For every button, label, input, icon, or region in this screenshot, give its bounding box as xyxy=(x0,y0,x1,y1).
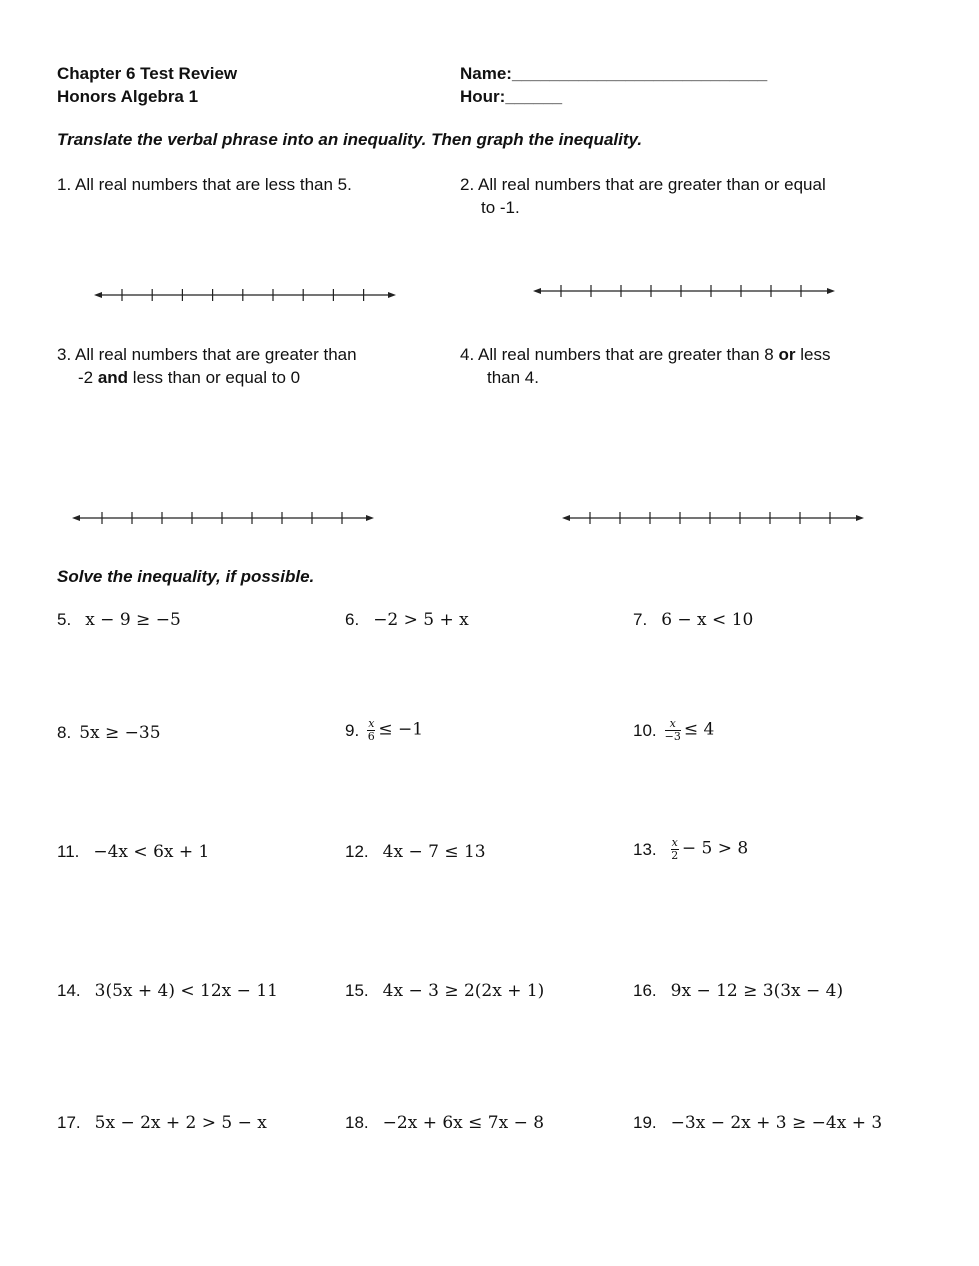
section1-instruction: Translate the verbal phrase into an inequality. Then graph the inequality. xyxy=(57,130,643,149)
problem-1 xyxy=(57,173,352,196)
problem-number: 18. xyxy=(345,1113,369,1132)
right-arrow-icon xyxy=(827,288,835,294)
problem-text-cont: to -1. xyxy=(481,198,520,217)
inequality: ≤ −1 xyxy=(378,719,424,740)
inequality: −3x − 2x + 3 ≥ −4x + 3 xyxy=(670,1113,883,1133)
problem-text: All real numbers that are less than 5. xyxy=(74,175,352,194)
problem-number: 19. xyxy=(633,1113,657,1132)
problem-number: 6. xyxy=(345,610,360,629)
problem-number: 1. xyxy=(57,175,72,194)
problem-number: 15. xyxy=(345,981,369,1000)
problem-text-cont: than 4. xyxy=(487,368,539,387)
inequality: −4x < 6x + 1 xyxy=(93,842,210,862)
problem-11 xyxy=(57,842,209,862)
problem-2 xyxy=(460,173,826,219)
right-arrow-icon xyxy=(388,292,396,298)
problem-16 xyxy=(633,981,843,1001)
problem-3 xyxy=(57,343,357,389)
inequality: − 5 > 8 xyxy=(681,838,749,859)
keyword-or: or xyxy=(778,345,796,364)
inequality: 4x − 7 ≤ 13 xyxy=(382,842,486,862)
inequality: 9x − 12 ≥ 3(3x − 4) xyxy=(670,981,844,1001)
number-line-4 xyxy=(560,508,866,528)
problem-text: All real numbers that are greater than xyxy=(74,345,357,364)
keyword-and: and xyxy=(97,368,129,387)
number-line-3 xyxy=(70,508,376,528)
worksheet-title: Chapter 6 Test Review xyxy=(57,64,238,83)
problem-number: 4. xyxy=(460,345,475,364)
problem-10 xyxy=(633,718,714,743)
problem-6 xyxy=(345,610,469,630)
inequality: x − 9 ≥ −5 xyxy=(85,610,181,630)
problem-number: 16. xyxy=(633,981,657,1000)
problem-number: 5. xyxy=(57,610,72,629)
inequality: 5x − 2x + 2 > 5 − x xyxy=(94,1113,267,1133)
problem-number: 7. xyxy=(633,610,648,629)
problem-number: 2. xyxy=(460,175,475,194)
problem-14 xyxy=(57,981,278,1001)
fraction: $\frac{x}{-3}$ xyxy=(664,717,681,743)
problem-number: 3. xyxy=(57,345,72,364)
hour-field: Hour:______ xyxy=(460,87,563,106)
problem-4 xyxy=(460,343,830,389)
problem-number: 8. xyxy=(57,723,72,742)
problem-number: 9. xyxy=(345,720,360,740)
problem-7 xyxy=(633,610,753,630)
section2-instruction: Solve the inequality, if possible. xyxy=(57,567,315,586)
problem-text-pre: All real numbers that are greater than 8 xyxy=(477,345,779,364)
problem-number: 17. xyxy=(57,1113,81,1132)
inequality: 4x − 3 ≥ 2(2x + 1) xyxy=(382,981,545,1001)
left-arrow-icon xyxy=(94,292,102,298)
inequality: 6 − x < 10 xyxy=(661,610,754,630)
inequality: −2 > 5 + x xyxy=(373,610,469,630)
right-arrow-icon xyxy=(366,515,374,521)
inequality: 3(5x + 4) < 12x − 11 xyxy=(94,981,278,1001)
inequality: ≤ 4 xyxy=(683,719,715,740)
problem-9 xyxy=(345,718,423,743)
right-arrow-icon xyxy=(856,515,864,521)
number-line-2 xyxy=(531,281,837,301)
problem-text-post: less than or equal to 0 xyxy=(128,368,301,387)
problem-number: 14. xyxy=(57,981,81,1000)
course-name: Honors Algebra 1 xyxy=(57,87,199,106)
inequality: 5x ≥ −35 xyxy=(79,723,161,743)
problem-text: All real numbers that are greater than or equal xyxy=(477,175,826,194)
problem-15 xyxy=(345,981,544,1001)
left-arrow-icon xyxy=(533,288,541,294)
left-arrow-icon xyxy=(562,515,570,521)
inequality: −2x + 6x ≤ 7x − 8 xyxy=(382,1113,545,1133)
problem-5 xyxy=(57,610,181,630)
left-arrow-icon xyxy=(72,515,80,521)
problem-number: 13. xyxy=(633,839,657,859)
problem-number: 11. xyxy=(57,842,80,861)
problem-18 xyxy=(345,1113,544,1133)
problem-text-pre: -2 xyxy=(78,368,98,387)
problem-17 xyxy=(57,1113,267,1133)
fraction: $\frac{x}{2}$ xyxy=(671,836,679,862)
problem-text-post: less xyxy=(795,345,831,364)
name-field: Name:___________________________ xyxy=(460,64,768,83)
problem-number: 12. xyxy=(345,842,369,861)
number-line-1 xyxy=(92,285,398,305)
problem-13 xyxy=(633,837,748,862)
fraction: $\frac{x}{6}$ xyxy=(367,717,375,743)
problem-8 xyxy=(57,723,161,743)
problem-19 xyxy=(633,1113,882,1133)
problem-number: 10. xyxy=(633,720,657,740)
problem-12 xyxy=(345,842,486,862)
